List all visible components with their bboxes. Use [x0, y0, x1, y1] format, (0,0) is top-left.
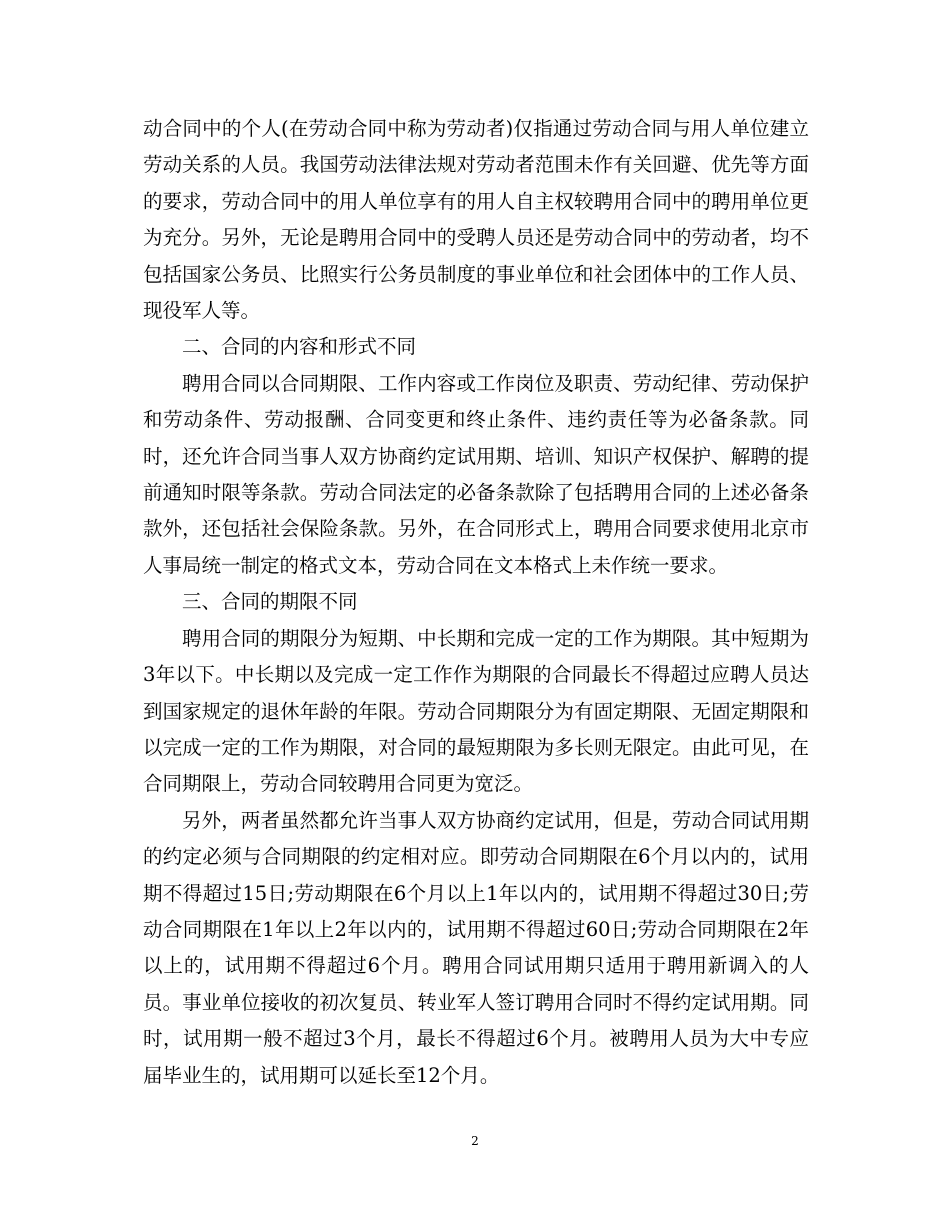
- page-number: 2: [471, 1134, 479, 1148]
- paragraph-continued-personnel-scope: 动合同中的个人(在劳动合同中称为劳动者)仅指通过劳动合同与用人单位建立劳动关系的人员。我国劳动法律法规对劳动者范围未作有关回避、优先等方面的要求，劳动合同中的用人单位享有的用人自主权较聘用合同中的聘用单位更为充分。另外，无论是聘用合同中的受聘人员还是劳动合同中的劳动者，均不包括国家公务员、比照实行公务员制度的事业单位和社会团体中的工作人员、现役军人等。: [143, 117, 809, 323]
- section-heading-content-and-form: 二、合同的内容和形式不同: [182, 335, 417, 359]
- paragraph-contract-term: 聘用合同的期限分为短期、中长期和完成一定的工作为期限。其中短期为3年以下。中长期以及完成一定工作作为期限的合同最长不得超过应聘人员达到国家规定的退休年龄的年限。劳动合同期限分为有固定期限、无固定期限和以完成一定的工作为期限，对合同的最短期限为多长则无限定。由此可见，在合同期限上，劳动合同较聘用合同更为宽泛。: [143, 626, 809, 796]
- document-body: [143, 111, 809, 1094]
- paragraph-contract-content: 聘用合同以合同期限、工作内容或工作岗位及职责、劳动纪律、劳动保护和劳动条件、劳动报酬、合同变更和终止条件、违约责任等为必备条款。同时，还允许合同当事人双方协商约定试用期、培训、知识产权保护、解聘的提前通知时限等条款。劳动合同法定的必备条款除了包括聘用合同的上述必备条款外，还包括社会保险条款。另外，在合同形式上，聘用合同要求使用北京市人事局统一制定的格式文本，劳动合同在文本格式上未作统一要求。: [143, 371, 809, 577]
- section-heading-contract-term: 三、合同的期限不同: [182, 590, 358, 614]
- paragraph-probation-period: 另外，两者虽然都允许当事人双方协商约定试用，但是，劳动合同试用期的约定必须与合同期限的约定相对应。即劳动合同期限在6个月以内的，试用期不得超过15日;劳动期限在6个月以上1年以内的，试用期不得超过30日;劳动合同期限在1年以上2年以内的，试用期不得超过60日;劳动合同期限在2年以上的，试用期不得超过6个月。聘用合同试用期只适用于聘用新调入的人员。事业单位接收的初次复员、转业军人签订聘用合同时不得约定试用期。同时，试用期一般不超过3个月，最长不得超过6个月。被聘用人员为大中专应届毕业生的，试用期可以延长至12个月。: [143, 808, 809, 1087]
